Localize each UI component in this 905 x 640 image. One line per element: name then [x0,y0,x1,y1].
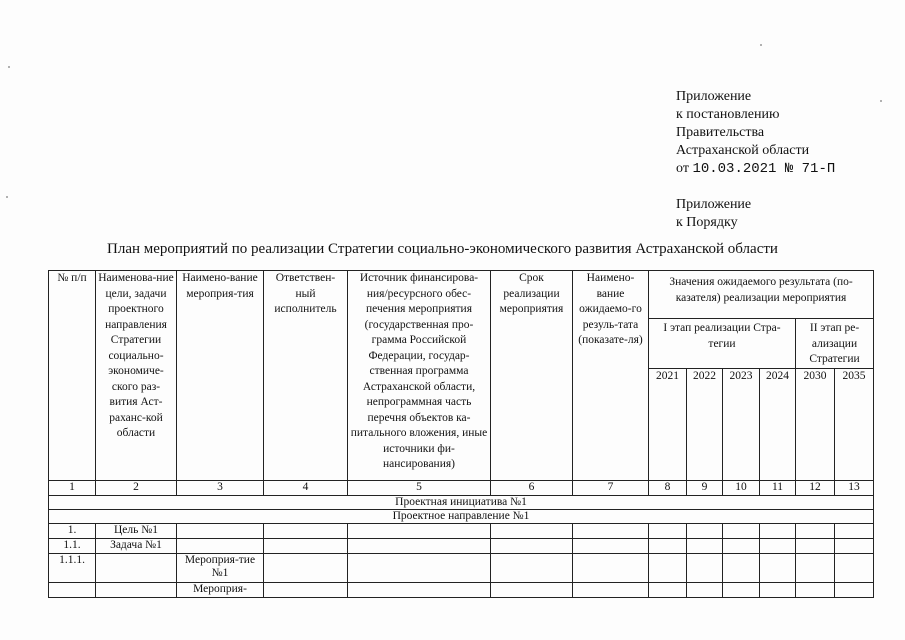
column-numbers-row [49,481,874,496]
header-responsible: Ответствен-ный исполнитель [264,271,348,481]
row-goal: Задача №1 [96,539,177,554]
header-source: Источник финансирова-ния/ресурсного обес-печения мероприятия (государственная про-грамма Российской Федерации, государ-ственная программа Астраханской области, непрограммная часть перечня объектов ка-питального вложения, иные источники фи-нансирования) [348,271,491,481]
header-date-line [676,160,835,178]
col-number: 10 [723,481,760,496]
row-goal: Цель №1 [96,524,177,539]
col-number: 5 [348,481,491,496]
header-year: 2024 [760,369,796,481]
direction-label: Проектное направление №1 [49,510,874,524]
header-year: 2030 [796,369,835,481]
initiative-row [49,496,874,510]
col-number: 4 [264,481,348,496]
direction-row [49,510,874,524]
header-year: 2035 [835,369,874,481]
header-line: к Порядку [676,215,738,230]
header-goal: Наименова-ние цели, задачи проектного направления Стратегии социально-экономиче-ского раз-вития Аст-раханс-кой области [96,271,177,481]
approval-header [676,88,835,232]
col-number: 3 [177,481,264,496]
row-num: 1.1. [49,539,96,554]
row-goal [96,583,177,598]
row-num [49,583,96,598]
row-event: Мероприя- [177,583,264,598]
header-line: Астраханской области [676,143,810,158]
header-num: № п/п [49,271,96,481]
header-year: 2021 [649,369,687,481]
header-indicator: Наимено-вание ожидаемо-го резуль-тата (показате-ля) [573,271,649,481]
header-event: Наимено-вание мероприя-тия [177,271,264,481]
row-event [177,524,264,539]
col-number: 11 [760,481,796,496]
document-title: План мероприятий по реализации Стратегии социально-экономического развития Астраханской области [107,241,778,257]
initiative-label: Проектная инициатива №1 [49,496,874,510]
col-number: 9 [687,481,723,496]
header-line: к постановлению [676,107,780,122]
table-row [49,524,874,539]
header-stage1: I этап реализации Стра-тегии [649,319,796,369]
table-row [49,539,874,554]
scan-speck [6,196,8,198]
col-number: 1 [49,481,96,496]
header-year: 2023 [723,369,760,481]
scan-speck [8,66,10,68]
table-row [49,583,874,598]
header-line: Правительства [676,125,765,140]
handwritten-date: 10.03.2021 № 71-П [692,161,836,177]
header-line: Приложение [676,89,752,104]
row-goal [96,554,177,583]
header-term: Срок реализации мероприятия [491,271,573,481]
plan-table [48,270,874,598]
date-prefix: от [676,161,689,176]
header-stage2: II этап ре-ализации Стратегии [796,319,874,369]
scan-speck [760,44,762,46]
scan-speck [880,100,882,102]
row-event: Мероприя-тие №1 [177,554,264,583]
table-row [49,554,874,583]
col-number: 13 [835,481,874,496]
header-values: Значения ожидаемого результата (по-казателя) реализации мероприятия [649,271,874,319]
col-number: 8 [649,481,687,496]
row-num: 1.1.1. [49,554,96,583]
header-year: 2022 [687,369,723,481]
row-num: 1. [49,524,96,539]
row-event [177,539,264,554]
col-number: 2 [96,481,177,496]
col-number: 12 [796,481,835,496]
col-number: 7 [573,481,649,496]
header-line: Приложение [676,197,752,212]
col-number: 6 [491,481,573,496]
